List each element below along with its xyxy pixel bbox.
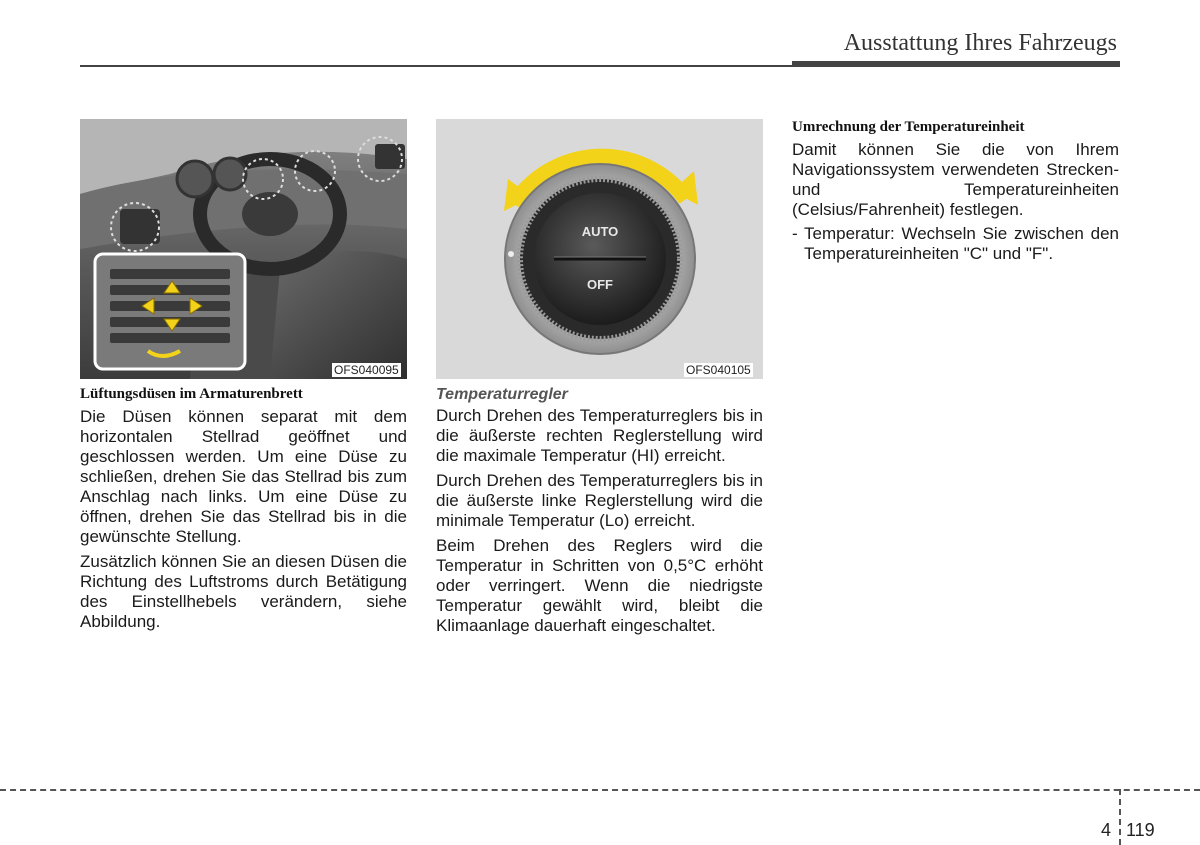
dashboard-illustration <box>80 119 407 379</box>
chapter-number: 4 <box>1101 820 1112 840</box>
temperature-knob-illustration <box>436 119 763 379</box>
header-rule-thick <box>792 61 1120 67</box>
temperature-knob-figure <box>436 119 763 379</box>
figure-code: OFS040105 <box>686 363 751 377</box>
bullet-item <box>792 224 1119 264</box>
bullet-text: Temperatur: Wechseln Sie zwischen den Temperatureinheiten "C" und "F". <box>804 224 1119 263</box>
column-unit-conversion <box>792 119 1119 264</box>
paragraph: Damit können Sie die von Ihrem Navigationssystem verwendeten Strecken- und Temperatureinheiten (Celsius/Fahrenheit) festlegen. <box>792 140 1119 219</box>
section-heading: Umrechnung der Temperatureinheit <box>792 119 1025 135</box>
footer-rule <box>0 789 1200 791</box>
knob-off-label: OFF <box>587 277 613 292</box>
footer-divider <box>1119 789 1121 845</box>
page-number: 119 <box>1126 820 1155 840</box>
column-vents <box>80 119 407 637</box>
paragraph: Zusätzlich können Sie an diesen Düsen die Richtung des Luftstroms durch Betätigung des Einstellhebels verändern, siehe Abbildung. <box>80 552 407 631</box>
paragraph: Durch Drehen des Temperaturreglers bis in die äußerste linke Reglerstellung wird die minimale Temperatur (Lo) erreicht. <box>436 471 763 530</box>
dashboard-vents-figure <box>80 119 407 379</box>
figure-code: OFS040095 <box>334 363 399 377</box>
paragraph: Durch Drehen des Temperaturreglers bis in die äußerste rechten Reglerstellung wird die maximale Temperatur (HI) erreicht. <box>436 406 763 465</box>
knob-auto-label: AUTO <box>581 224 619 239</box>
bullet-dash: - <box>792 224 798 243</box>
header-rule-thin <box>80 65 792 67</box>
running-header-title: Ausstattung Ihres Fahrzeugs <box>843 30 1117 56</box>
section-heading: Lüftungsdüsen im Armaturenbrett <box>80 386 303 402</box>
paragraph: Die Düsen können separat mit dem horizontalen Stellrad geöffnet und geschlossen werden. Um eine Düse zu schließen, drehen Sie das Stellrad bis zum Anschlag nach links. Um eine Düse zu öffnen, drehen Sie das Stellrad bis in die gewünschte Stellung. <box>80 407 407 546</box>
section-heading: Temperaturregler <box>436 386 568 403</box>
column-temperature <box>436 119 763 641</box>
paragraph: Beim Drehen des Reglers wird die Temperatur in Schritten von 0,5°C erhöht oder verringert. Wenn die niedrigste Temperatur gewählt wird, bleibt die Klimaanlage dauerhaft eingeschaltet. <box>436 536 763 635</box>
